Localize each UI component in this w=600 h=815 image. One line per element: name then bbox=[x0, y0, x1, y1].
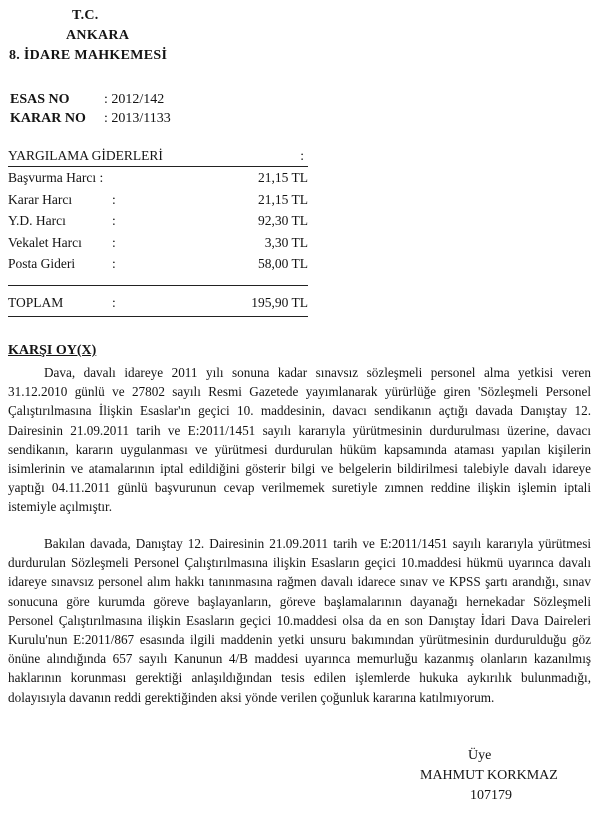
total-row bbox=[8, 292, 308, 314]
costs-title-row bbox=[8, 148, 308, 167]
dissent-paragraph-1: Dava, davalı idareye 2011 yılı sonuna kadar sınavsız sözleşmeli personel alma yetkisi veren 31.12.2010 günlü ve 27802 sayılı Resmi Gazetede yayımlanarak yürürlüğe giren 'Sözleşmeli Personel Çalıştırılmasına İlişkin Esaslar'ın geçici 10. maddesinin, davacı sendikanın açtığı davada Danıştay 12. Dairesinin 21.09.2011 tarih ve E:2011/1451 sayılı kararıyla yürütmesinin durdurulması üzerine, davacı sendikanın, kararın uygulanması ve yürütmesi durdurulan hüküm kapsamında ataması yapılan kişilerin isimlerinin ve atamalarının iptal edildiğini gösterir bilgi ve belgelerin bildirilmesi talebiyle davalı idareye yaptığı 04.11.2011 günlü başvurunun cevap verilmemek suretiyle zımnen reddine ilişkin işlemin iptali istemiyle açılmıştır. bbox=[8, 365, 591, 515]
signature-role: Üye bbox=[468, 748, 492, 763]
karar-label: KARAR NO bbox=[10, 111, 86, 126]
header-city: ANKARA bbox=[66, 28, 130, 43]
esas-label: ESAS NO bbox=[10, 92, 70, 107]
header-tc: T.C. bbox=[72, 8, 99, 23]
total-bottom-divider bbox=[8, 316, 308, 317]
cost-label: Y.D. Harcı bbox=[8, 213, 66, 228]
cost-row bbox=[8, 189, 308, 211]
cost-value: 21,15 TL bbox=[258, 170, 308, 185]
cost-row bbox=[8, 210, 308, 232]
signature-name: MAHMUT KORKMAZ bbox=[420, 768, 558, 783]
cost-row bbox=[8, 167, 308, 189]
costs-title: YARGILAMA GİDERLERİ bbox=[8, 148, 163, 163]
cost-label: Vekalet Harcı bbox=[8, 234, 82, 250]
cost-value: 58,00 TL bbox=[258, 256, 308, 271]
header-court: 8. İDARE MAHKEMESİ bbox=[9, 48, 168, 63]
karar-row bbox=[10, 111, 171, 127]
esas-value: : 2012/142 bbox=[104, 92, 165, 107]
dissent-paragraph-2: Bakılan davada, Danıştay 12. Dairesinin 21.09.2011 tarih ve E:2011/1451 sayılı kararıyla yürütmesi durdurulan Sözleşmeli Personel Çalıştırılmasına ilişkin Esasların geçici 10.maddesi hükmü uyarınca davalı idareye sınavsız personel alım hakkı tanınmasına rağmen davalı idarece sınav ve KPSS şartı arandığı, sınav sonucuna göre kurumda göreve başlayanların, göreve başlamalarının dayanağı hernekadar Sözleşmeli Personel Çalıştırılmasına ilişkin Esasların geçici 10.maddesi olsa da en son Danıştay İdari Dava Daireleri Kurulu'nun E:2011/867 esasında ilgili maddenin yetki unsuru bakımından yürütmesinin durdurulduğu göz önüne alındığında 657 sayılı Kanunun 4/B maddesi uyarınca memurluğu kazanmış olanların kazanılmış haklarının korunması gerektiği anlaşıldığından tesis edilen işlemlerde hukuka aykırılık bulunmadığı, dolayısıyla davanın reddi gerektiğinden aksi yönde verilen çoğunluk kararına katılmıyorum. bbox=[8, 536, 591, 705]
total-value: 195,90 TL bbox=[251, 294, 308, 310]
costs-table bbox=[8, 148, 308, 321]
total-sep: : bbox=[112, 294, 116, 310]
costs-title-colon: : bbox=[300, 148, 304, 163]
cost-row bbox=[8, 232, 308, 254]
cost-sep: : bbox=[112, 213, 116, 228]
total-divider bbox=[8, 285, 308, 286]
cost-value: 21,15 TL bbox=[258, 191, 308, 207]
cost-sep: : bbox=[112, 256, 116, 271]
cost-row bbox=[8, 253, 308, 275]
cost-sep: : bbox=[112, 191, 116, 207]
dissent-title: KARŞI OY(X) bbox=[8, 343, 97, 358]
cost-label: Başvurma Harcı : bbox=[8, 170, 104, 185]
cost-label: Karar Harcı bbox=[8, 191, 73, 207]
cost-value: 92,30 TL bbox=[258, 213, 308, 228]
total-label: TOPLAM bbox=[8, 294, 64, 310]
signature-number: 107179 bbox=[470, 788, 512, 803]
cost-sep: : bbox=[112, 234, 116, 250]
cost-label: Posta Gideri bbox=[8, 256, 76, 271]
esas-row bbox=[10, 92, 164, 108]
karar-value: : 2013/1133 bbox=[104, 111, 171, 126]
cost-value: 3,30 TL bbox=[264, 234, 308, 250]
